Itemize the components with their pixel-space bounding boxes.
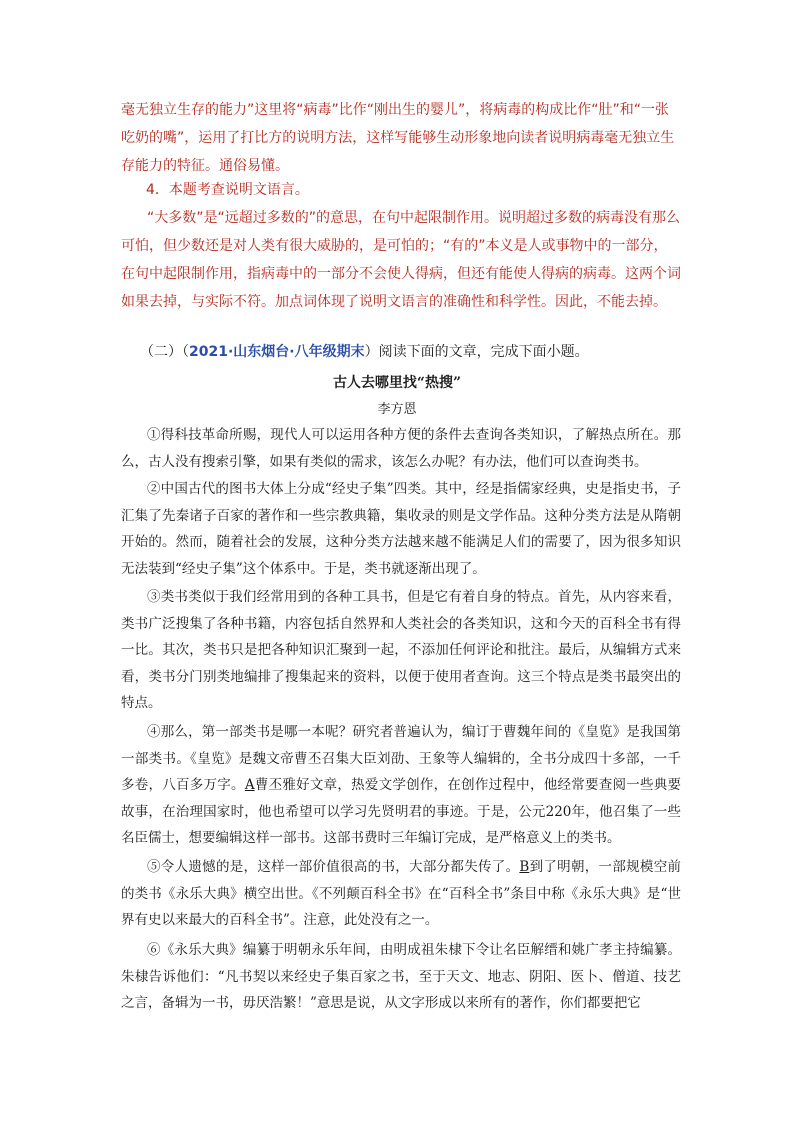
paragraph-4-part-b: 曹丕雅好文章，热爱文学创作，在创作过程中，他经常要查阅一些典要故事，在治理国家时，他也希望可以学习先贤明君的事迹。于是，公元220年，他召集了一些名臣儒士，想要编辑这样一部书。这部书费时三年编订完成，是严格意义上的类书。: [121, 777, 682, 846]
article-paragraph-3: ③类书类似于我们经常用到的各种工具书，但是它有着自身的特点。首先，从内容来看，类书广泛搜集了各种书籍，内容包括自然界和人类社会的各类知识，这和今天的百科全书有得一比。其次，类书只是把各种知识汇聚到一起，不添加任何评论和批注。最后，从编辑方式来看，类书分门别类地编排了搜集起来的资料，以便于使用者查询。这三个特点是类书最突出的特点。: [121, 589, 681, 711]
source-link[interactable]: 2021·山东烟台·八年级期末: [189, 344, 365, 360]
paragraph-5-part-a: ⑤令人遗憾的是，这样一部价值很高的书，大部分都失传了。: [147, 859, 520, 875]
paragraph-5-part-b: 到了明朝，一部规模空前的类书《永乐大典》横空出世。《不列颠百科全书》在“百科全书”条目中称《永乐大典》是“世界有史以来最大的百科全书”。注意，此处没有之一。: [121, 859, 682, 928]
mark-a: A: [244, 777, 255, 793]
article-paragraph-4: [121, 719, 681, 852]
answer-item-4-heading: 4．本题考查说明文语言。: [146, 182, 309, 198]
article-paragraph-2: ②中国古代的图书大体上分成“经史子集”四类。其中，经是指儒家经典，史是指史书，子汇集了先秦诸子百家的著作和一些宗教典籍，集收录的则是文学作品。这种分类方法是从隋朝开始的。然而，随着社会的发展，这种分类方法越来越不能满足人们的需要了，因为很多知识无法装到“经史子集”这个体系中。于是，类书就逐渐出现了。: [121, 481, 681, 577]
paragraph-4-part-a: ④那么，第一部类书是哪一本呢？研究者普遍认为，编订于曹魏年间的《皇览》是我国第一部类书。《皇览》是魏文帝曹丕召集大臣刘劭、王象等人编辑的，全书分成四十多部，一千多卷，八百多万字。: [121, 724, 681, 793]
section-heading: [140, 342, 589, 362]
article-author: 李方恩: [377, 402, 417, 417]
section-suffix: ）阅读下面的文章，完成下面小题。: [364, 344, 589, 360]
article-title: 古人去哪里找“热搜”: [332, 375, 462, 391]
mark-b: B: [519, 859, 530, 875]
section-prefix: （二）（: [140, 344, 189, 360]
answer-explanation-3-continued: 毫无独立生存的能力”这里将“病毒”比作“刚出生的婴儿”，将病毒的构成比作“肚”和“一张吃奶的嘴”，运用了打比方的说明方法，这样写能够生动形象地向读者说明病毒毫无独立生存能力的特征。通俗易懂。: [121, 102, 675, 174]
article-paragraph-6: ⑥《永乐大典》编纂于明朝永乐年间，由明成祖朱棣下令让名臣解缙和姚广孝主持编纂。朱棣告诉他们：“凡书契以来经史子集百家之书，至于天文、地志、阴阳、医卜、僧道、技艺之言，备辑为一书，毋厌浩繁！”意思是说，从文字形成以来所有的著作，你们都要把它: [121, 942, 681, 1011]
article-paragraph-5: [121, 854, 681, 934]
answer-item-4-body: “大多数”是“远超过多数的”的意思，在句中起限制作用。说明超过多数的病毒没有那么可怕，但少数还是对人类有很大威胁的，是可怕的；“有的”本义是人或事物中的一部分，在句中起限制作用，指病毒中的一部分不会使人得病，但还有能使人得病的病毒。这两个词如果去掉，与实际不符。加点词体现了说明文语言的准确性和科学性。因此，不能去掉。: [121, 210, 681, 310]
article-paragraph-1: ①得科技革命所赐，现代人可以运用各种方便的条件去查询各类知识，了解热点所在。那么，古人没有搜索引擎，如果有类似的需求，该怎么办呢？有办法，他们可以查询类书。: [121, 427, 681, 470]
